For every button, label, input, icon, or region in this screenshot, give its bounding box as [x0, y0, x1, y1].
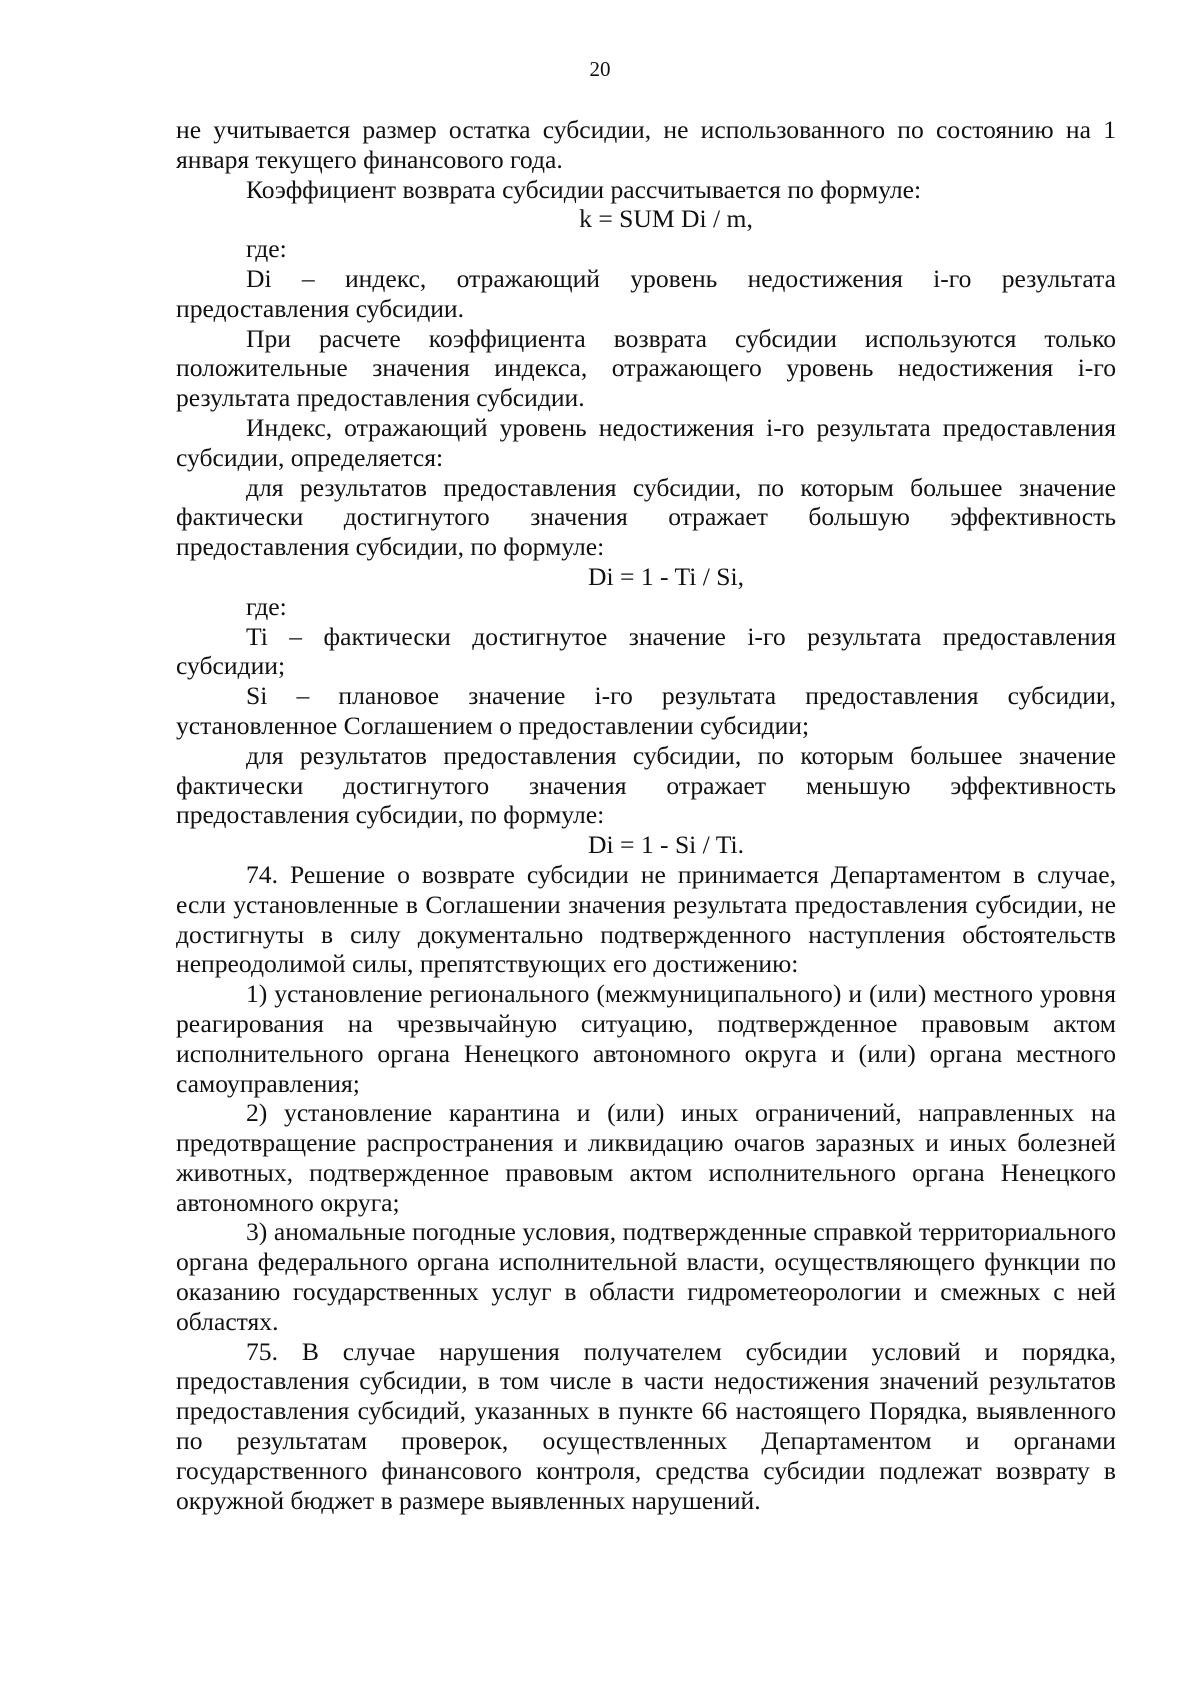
- paragraph: для результатов предоставления субсидии, по которым большее значение фактически достигнутого значения отражает меньшую эффективность предоставления субсидии, по формуле:: [176, 740, 1116, 830]
- where-label: где:: [246, 234, 287, 264]
- paragraph: 2) установление карантина и (или) иных ограничений, направленных на предотвращение распространения и ликвидацию очагов заразных и иных болезней животных, подтвержденное правовым актом исполнительного органа Ненецкого автономного округа;: [176, 1098, 1116, 1217]
- document-body: [176, 115, 1116, 1515]
- paragraph: не учитывается размер остатка субсидии, не использованного по состоянию на 1 января текущего финансового года.: [176, 115, 1116, 174]
- paragraph: 1) установление регионального (межмуниципального) и (или) местного уровня реагирования на чрезвычайную ситуацию, подтвержденное правовым актом исполнительного органа Ненецкого автономного округа и (или) органа местного самоуправления;: [176, 979, 1116, 1098]
- paragraph: 75. В случае нарушения получателем субсидии условий и порядка, предоставления субсидии, в том числе в части недостижения значений результатов предоставления субсидий, указанных в пункте 66 настоящего Порядка, выявленного по результатам проверок, осуществленных Департаментом и органами государственного финансового контроля, средства субсидии подлежат возврату в окружной бюджет в размере выявленных нарушений.: [176, 1336, 1116, 1515]
- paragraph: для результатов предоставления субсидии, по которым большее значение фактически достигнутого значения отражает большую эффективность предоставления субсидии, по формуле:: [176, 472, 1116, 562]
- where-label: где:: [246, 591, 287, 621]
- paragraph: Ti – фактически достигнутое значение i-го результата предоставления субсидии;: [176, 621, 1116, 681]
- paragraph: При расчете коэффициента возврата субсидии используются только положительные значения индекса, отражающего уровень недостижения i-го результата предоставления субсидии.: [176, 323, 1116, 413]
- paragraph: Коэффициент возврата субсидии рассчитывается по формуле:: [246, 174, 922, 204]
- formula: k = SUM Di / m,: [579, 204, 753, 234]
- page-number: 20: [589, 57, 611, 81]
- paragraph: Индекс, отражающий уровень недостижения i-го результата предоставления субсидии, определяется:: [176, 412, 1116, 472]
- paragraph: Di – индекс, отражающий уровень недостижения i-го результата предоставления субсидии.: [176, 263, 1116, 323]
- formula: Di = 1 - Ti / Si,: [588, 561, 744, 591]
- paragraph: 74. Решение о возврате субсидии не принимается Департаментом в случае, если установленные в Соглашении значения результата предоставления субсидии, не достигнуты в силу документально подтвержденного наступления обстоятельств непреодолимой силы, препятствующих его достижению:: [176, 859, 1116, 979]
- formula: Di = 1 - Si / Ti.: [588, 830, 744, 860]
- paragraph: Si – плановое значение i-го результата предоставления субсидии, установленное Соглашением о предоставлении субсидии;: [176, 681, 1116, 740]
- paragraph: 3) аномальные погодные условия, подтвержденные справкой территориального органа федерального органа исполнительной власти, осуществляющего функции по оказанию государственных услуг в области гидрометеорологии и смежных с ней областях.: [176, 1217, 1116, 1336]
